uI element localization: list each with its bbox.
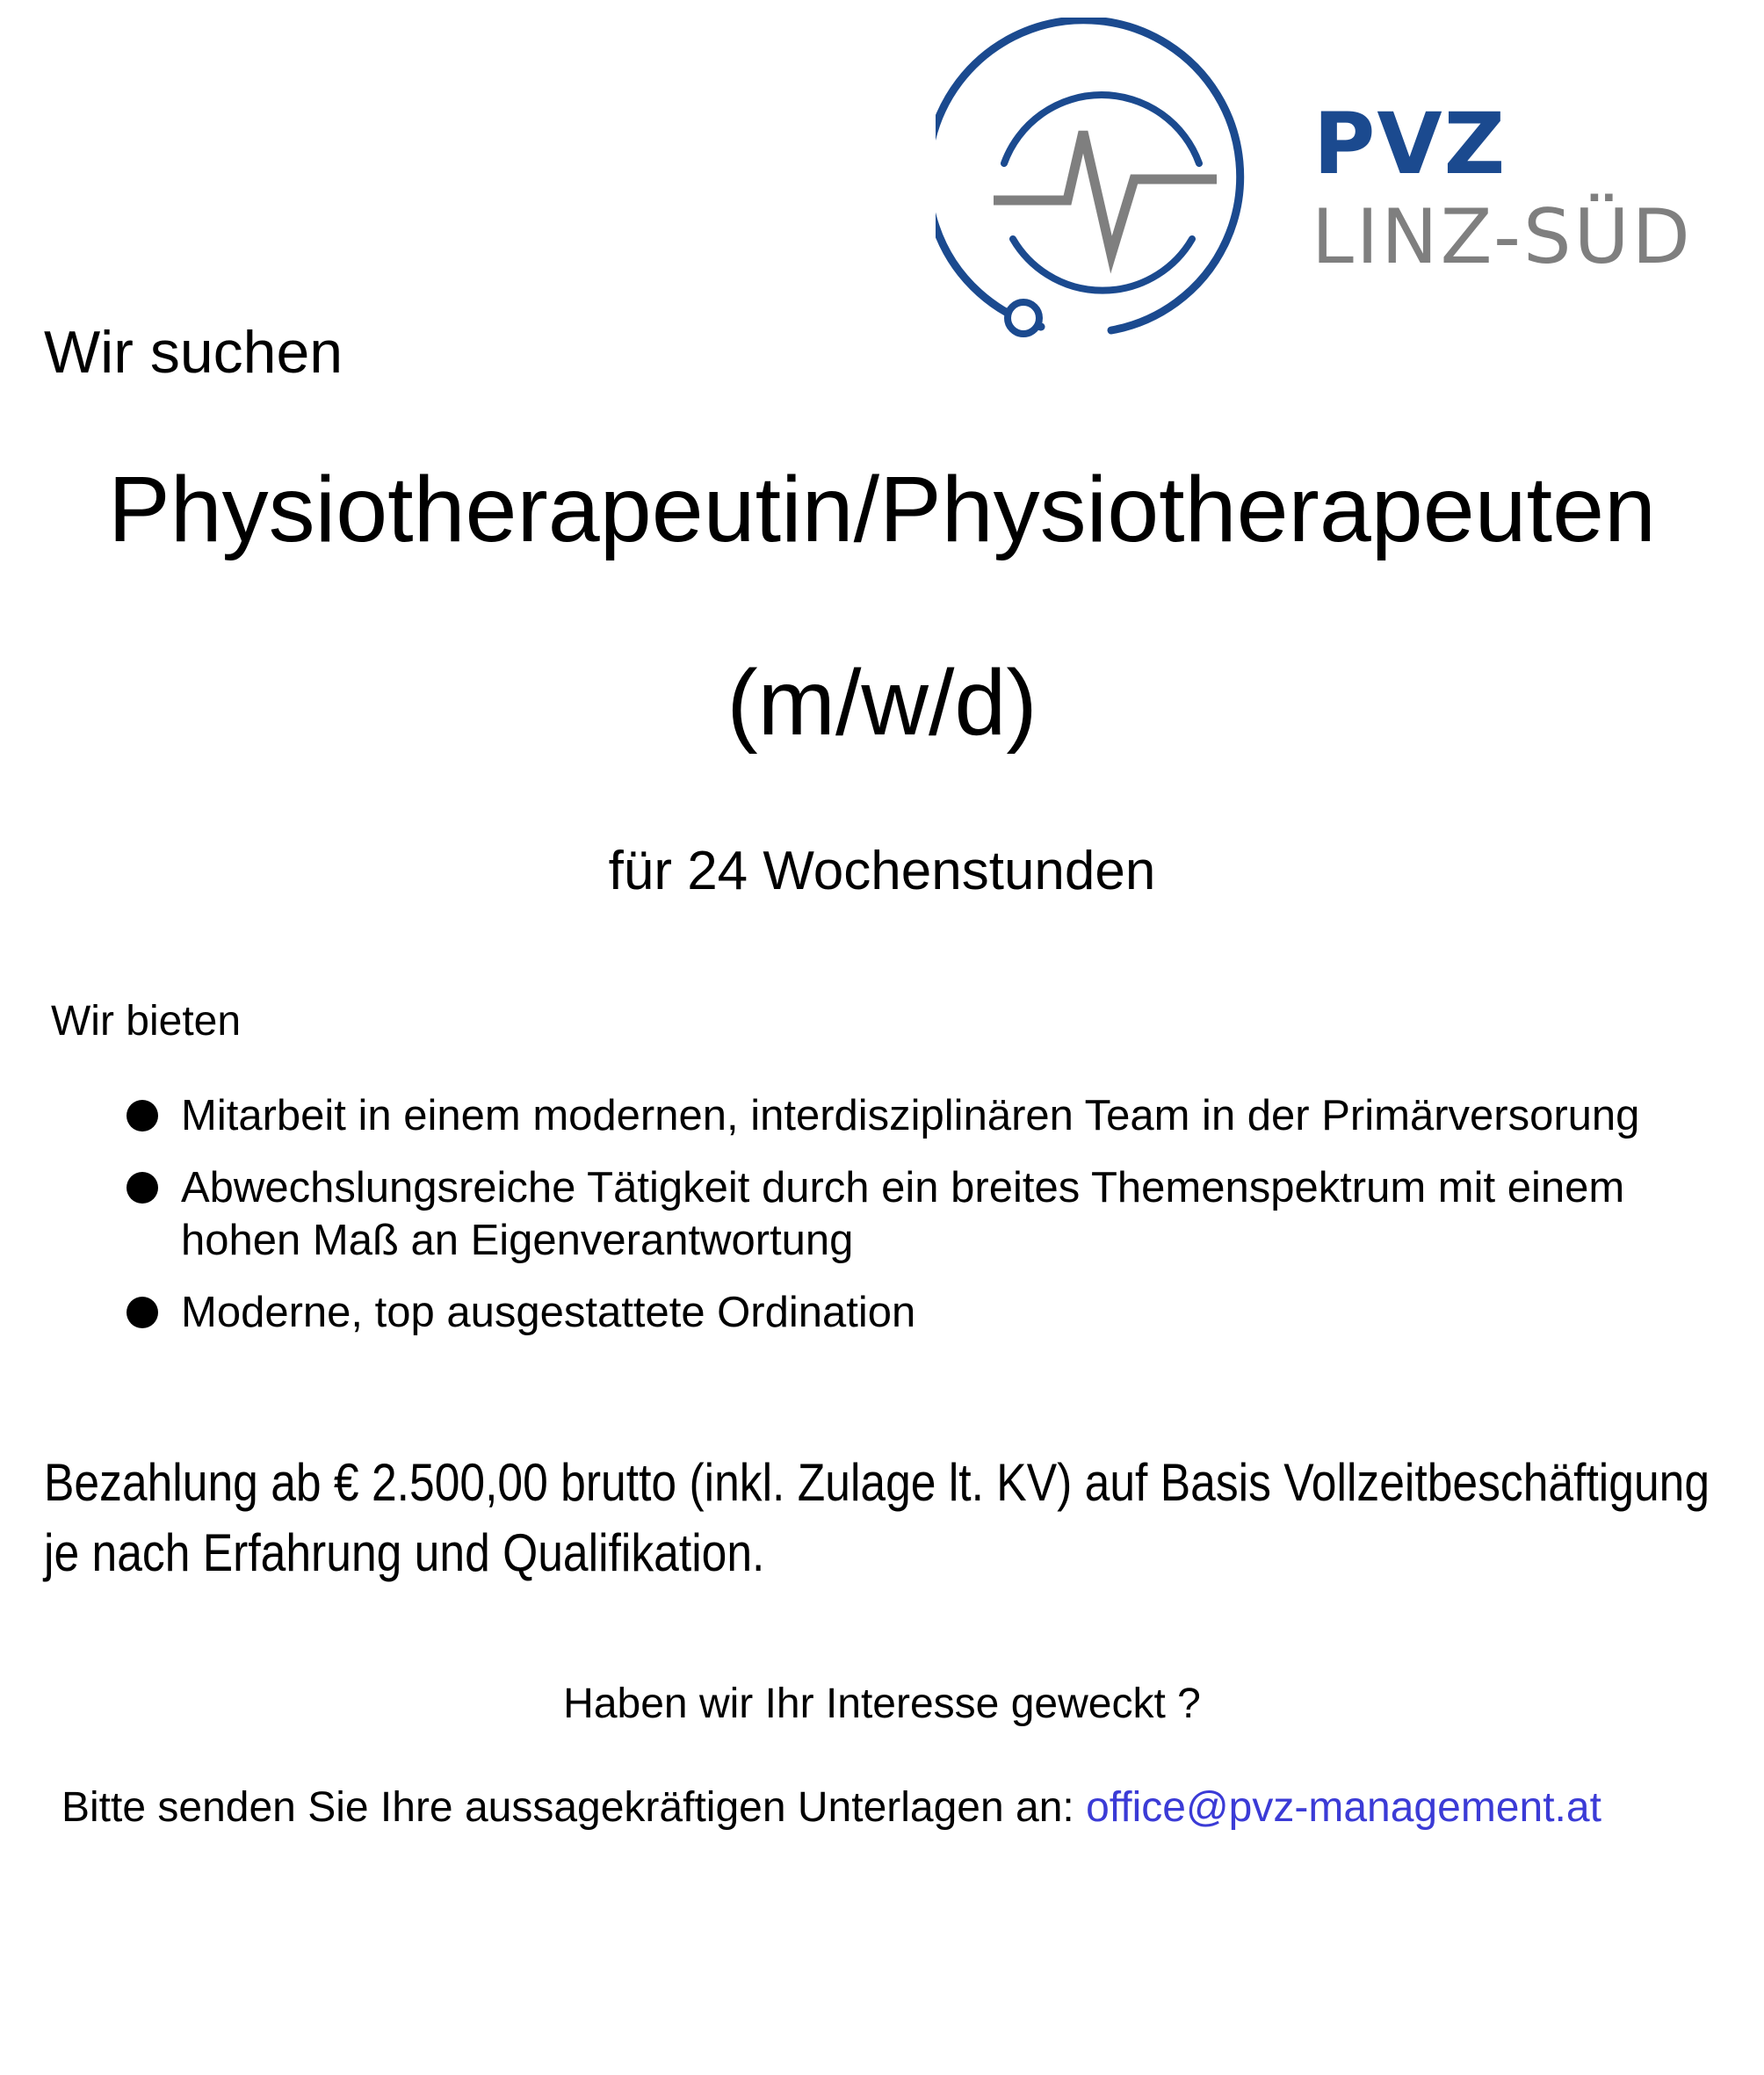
logo-text-pvz: PVZ bbox=[1313, 95, 1507, 193]
offer-list bbox=[123, 1089, 1687, 1358]
contact-line bbox=[61, 1783, 1601, 1832]
contact-text: Bitte senden Sie Ihre aussagekräftigen Unterlagen an: bbox=[61, 1784, 1074, 1831]
offer-heading: Wir bieten bbox=[51, 998, 242, 1045]
bullet-icon bbox=[127, 1172, 158, 1204]
pvz-logo bbox=[936, 18, 1726, 343]
stethoscope-heartbeat-icon bbox=[936, 18, 1269, 343]
working-hours: für 24 Wochenstunden bbox=[608, 841, 1156, 901]
offer-item bbox=[123, 1089, 1687, 1142]
job-title: Physiotherapeutin/Physiotherapeuten bbox=[108, 458, 1656, 561]
offer-item-text: Moderne, top ausgestattete Ordination bbox=[181, 1289, 916, 1336]
salary-info: Bezahlung ab € 2.500,00 brutto (inkl. Zulage lt. KV) auf Basis Vollzeitbeschäftigung je nach Erfahrung und Qualifikation. bbox=[44, 1453, 1710, 1582]
offer-item-text: Abwechslungsreiche Tätigkeit durch ein breites Themenspektrum mit einem hohen Maß an Eigenverantwortung bbox=[181, 1164, 1625, 1264]
bullet-icon bbox=[127, 1297, 158, 1328]
offer-item-text: Mitarbeit in einem modernen, interdisziplinären Team in der Primärversorung bbox=[181, 1092, 1640, 1139]
logo-text-location: LINZ-SÜD bbox=[1312, 193, 1693, 281]
interest-question: Haben wir Ihr Interesse geweckt ? bbox=[563, 1681, 1201, 1727]
contact-email-link[interactable]: office@pvz-management.at bbox=[1086, 1784, 1601, 1831]
job-title-gender: (m/w/d) bbox=[727, 651, 1037, 755]
offer-item bbox=[123, 1161, 1687, 1267]
intro-text: Wir suchen bbox=[44, 319, 343, 386]
offer-item bbox=[123, 1286, 1687, 1339]
bullet-icon bbox=[127, 1100, 158, 1131]
